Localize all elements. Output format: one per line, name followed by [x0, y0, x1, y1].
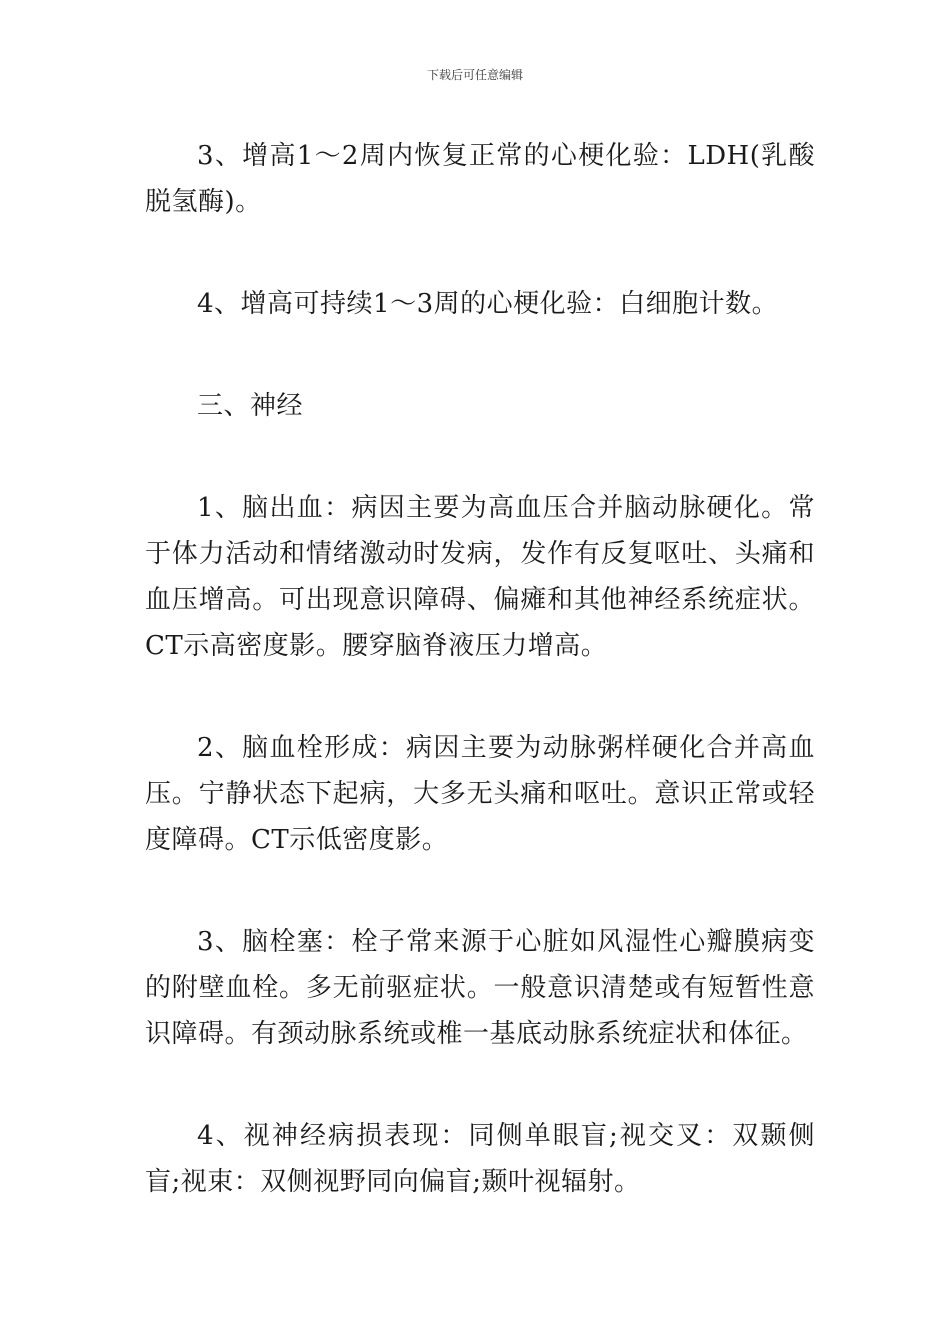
paragraph-lab-wbc: 4、增高可持续1～3周的心梗化验：白细胞计数。 — [197, 289, 779, 319]
document-body — [145, 133, 815, 1205]
section-heading-neurology: 三、神经 — [197, 391, 304, 421]
page-header: 下载后可任意编辑 — [426, 68, 523, 82]
paragraph-lab-ldh: 3、增高1～2周内恢复正常的心梗化验：LDH(乳酸脱氢酶)。 — [145, 141, 815, 217]
paragraph-cerebral-hemorrhage: 1、脑出血：病因主要为高血压合并脑动脉硬化。常于体力活动和情绪激动时发病，发作有反复呕吐、头痛和血压增高。可出现意识障碍、偏瘫和其他神经系统症状。CT示高密度影。腰穿脑脊液压力增高。 — [145, 493, 815, 661]
paragraph-cerebral-thrombosis: 2、脑血栓形成：病因主要为动脉粥样硬化合并高血压。宁静状态下起病，大多无头痛和呕吐。意识正常或轻度障碍。CT示低密度影。 — [145, 733, 815, 855]
paragraph-optic-nerve-lesions: 4、视神经病损表现：同侧单眼盲;视交叉：双颞侧盲;视束：双侧视野同向偏盲;颞叶视辐射。 — [145, 1121, 815, 1197]
paragraph-cerebral-embolism: 3、脑栓塞：栓子常来源于心脏如风湿性心瓣膜病变的附壁血栓。多无前驱症状。一般意识清楚或有短暂性意识障碍。有颈动脉系统或椎一基底动脉系统症状和体征。 — [145, 927, 815, 1049]
